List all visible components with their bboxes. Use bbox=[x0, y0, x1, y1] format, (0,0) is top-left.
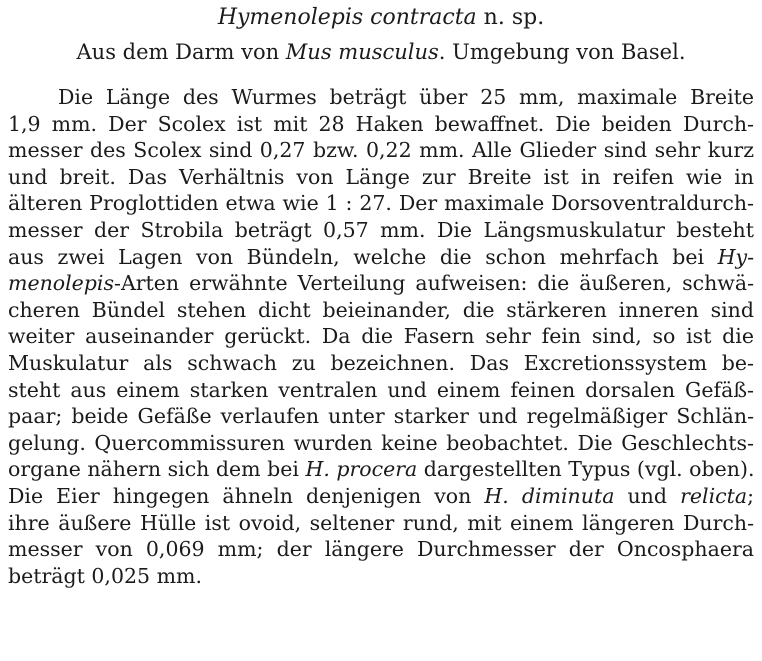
text-line-1: Die Länge des Wurmes beträgt über 25 mm, maximale Breite bbox=[58, 85, 754, 109]
host-prefix: Aus dem Darm von bbox=[76, 40, 286, 64]
text-line-16-part-e: ; bbox=[747, 483, 754, 508]
text-line-15-part-a: organe nähern sich dem bei bbox=[8, 457, 306, 482]
text-line-17: ihre äußere Hülle ist ovoid, seltener rund, mit einem längeren Durch- bbox=[8, 510, 754, 535]
text-line-2: 1,9 mm. Der Scolex ist mit 28 Haken bewaffnet. Die beiden Durch- bbox=[8, 111, 754, 136]
text-line-7-part-a: aus zwei Lagen von Bündeln, welche die schon mehrfach bei bbox=[8, 244, 718, 269]
species-reference: relicta bbox=[680, 483, 748, 508]
species-reference: H. diminuta bbox=[484, 483, 615, 508]
locality-text: . Umgebung von Basel. bbox=[438, 40, 686, 64]
description-paragraph bbox=[8, 84, 754, 589]
text-line-18: messer von 0,069 mm; der längere Durchmesser der Oncosphaera bbox=[8, 537, 754, 562]
text-line-10: weiter auseinander gerückt. Da die Fasern sehr fein sind, so ist die bbox=[8, 324, 754, 349]
text-line-6: messer der Strobila beträgt 0,57 mm. Die Längsmuskulatur besteht bbox=[8, 217, 754, 242]
text-line-3: messer des Scolex sind 0,27 bzw. 0,22 mm. Alle Glieder sind sehr kurz bbox=[8, 138, 754, 163]
text-line-15-part-c: dargestellten Typus (vgl. oben). bbox=[417, 457, 754, 482]
host-species-name: Mus musculus bbox=[285, 40, 439, 64]
species-suffix: n. sp. bbox=[476, 5, 545, 30]
text-line-8-part-b: -Arten erwähnte Verteilung aufweisen: die äußeren, schwä- bbox=[114, 271, 754, 296]
text-line-13: paar; beide Gefäße verlaufen unter starker und regelmäßiger Schlän- bbox=[8, 404, 754, 429]
text-line-16 bbox=[8, 483, 754, 510]
text-line-16-part-c: und bbox=[614, 483, 681, 508]
species-title bbox=[0, 4, 762, 32]
text-line-4: und breit. Das Verhältnis von Länge zur Breite ist in reifen wie in bbox=[8, 164, 754, 189]
text-line-9: cheren Bündel stehen dicht beieinander, die stärkeren inneren sind bbox=[8, 297, 754, 322]
species-name: Hymenolepis contracta bbox=[217, 5, 477, 30]
text-line-8 bbox=[8, 270, 754, 297]
text-line-16-part-a: Die Eier hingegen ähneln denjenigen von bbox=[8, 483, 485, 508]
text-line-12: steht aus einem starken ventralen und einem feinen dorsalen Gefäß- bbox=[8, 377, 754, 402]
text-line-5: älteren Proglottiden etwa wie 1 : 27. Der maximale Dorsoventraldurch- bbox=[8, 191, 754, 216]
text-line-19: beträgt 0,025 mm. bbox=[8, 563, 202, 588]
host-locality-line bbox=[0, 38, 762, 66]
text-line-15 bbox=[8, 456, 754, 483]
text-line-11: Muskulatur als schwach zu bezeichnen. Das Excretionssystem be- bbox=[8, 350, 754, 375]
genus-name-part: Hy- bbox=[717, 244, 754, 269]
genus-name-part: menolepis bbox=[8, 271, 115, 296]
text-line-7 bbox=[8, 244, 754, 271]
species-reference: H. procera bbox=[305, 457, 418, 482]
text-line-14: gelung. Quercommissuren wurden keine beobachtet. Die Geschlechts- bbox=[8, 430, 754, 455]
